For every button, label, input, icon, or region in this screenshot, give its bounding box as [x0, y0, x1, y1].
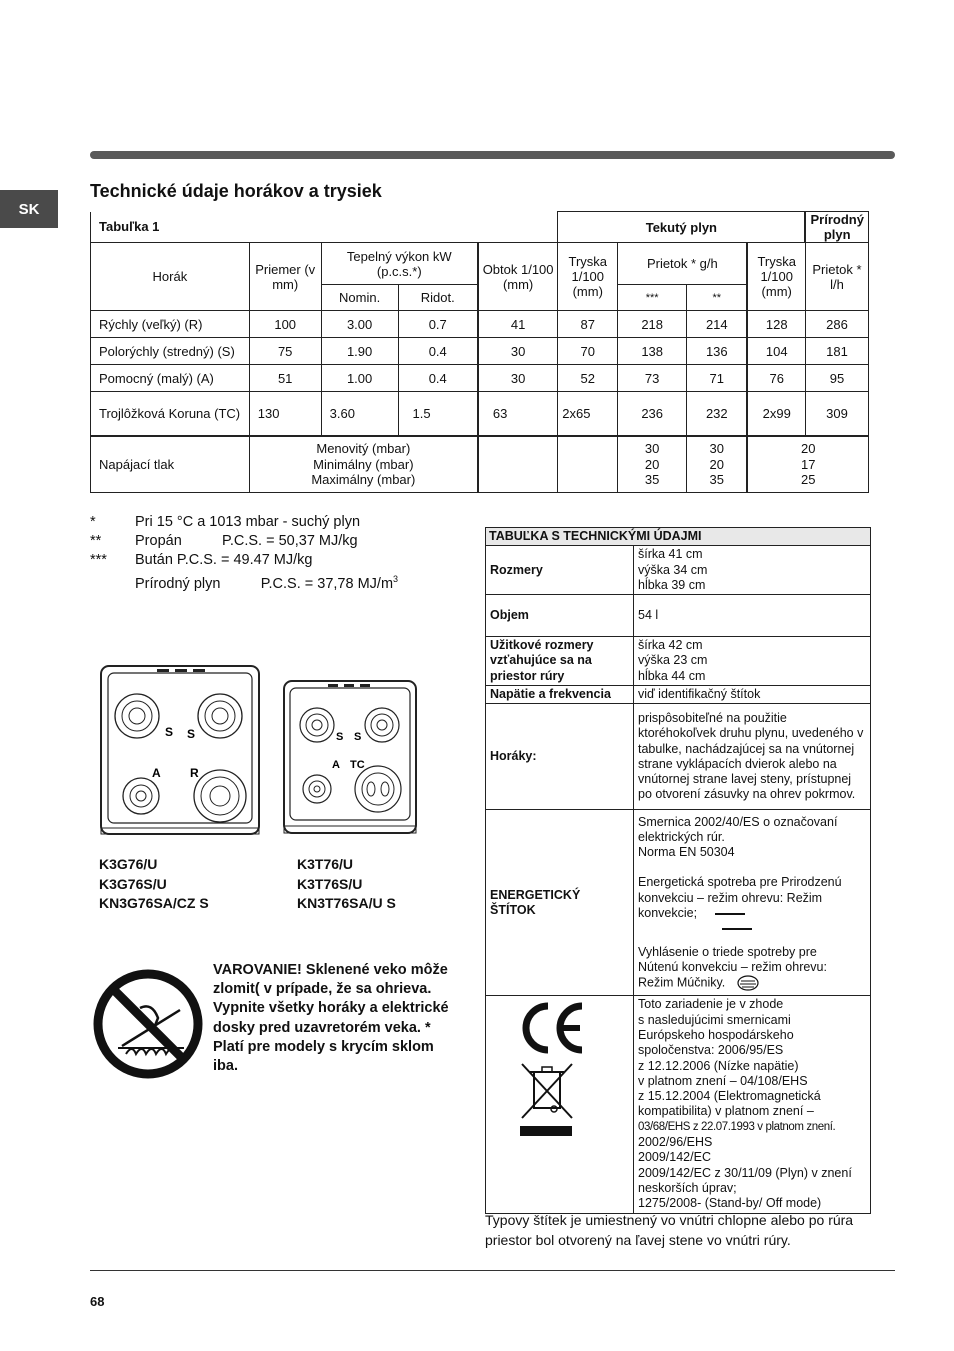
footnotes: * Pri 15 °C a 1013 mbar - suchý plyn ** Propán P.C.S. = 50,37 MJ/kg *** Bután P.C.S. = 49.47 MJ/kg Prírodný plyn P.C.S. = 37,78 $MJ/m^3$	[90, 514, 399, 592]
svg-text:A: A	[332, 759, 340, 771]
header-flow-butane: ***	[618, 285, 687, 311]
svg-text:S: S	[354, 731, 362, 743]
header-bypass: Obtok 1/100 (mm)	[478, 243, 558, 311]
tech-data-table: TABUĽKA S TECHNICKÝMI ÚDAJMI Rozmery šírka 41 cm výška 34 cm hĺbka 39 cm Objem 54 l Užitkové rozmery vzťahujúce sa na priestor rúry šírka 42 cm výška 23 cm hĺbka 44 cm Napätie a frekvencia viď identifikačný štítok Horáky: prispôsobiteľné na použitie ktoréhokoľvek druhu plynu, uvedeného v tabulke, nachádzajúcej sa na vnútornej strane vyklápacích dvierok alebo na vnútornej strane lavej steny, prístupnej po otvorení zásuvky na ohrev pokrmov. ENERGETICKÝ ŠTÍTOK Smernica 2002/40/ES o označovaní elektrických rúr. Norma EN 50304 Energetická spotreba pre Prirodzenú konvekciu – režim ohrevu: Režim konvekcie; Vyhlásenie o triede spotreby pre Nútenú konvekciu – režim ohrevu: Režim Múčniky. Toto zariadenie je v zhode s nasledujúcimi smernicami Európskeho hospodárskeho spoločenstva: 2006/95/ES z 12.12.2006 (Nízke napätie) v platnom znení – 04/108/EHS z 15.12.2004 (Elektromagnetická kompatibilita) v platnom znení – 03/68/EHS z 22.07.1993 v platnom znení. 2002/96/EHS 2009/142/EC 2009/142/EC z 30/11/09 (Plyn) v znení neskorších úprav; 1275/2008- (Stand-by/ Off mode)	[485, 527, 871, 1214]
burner-s-left	[115, 694, 159, 738]
burner-tc	[355, 766, 401, 812]
warning-text: VAROVANIE! Sklenené veko môže zlomit( v prípade, že sa ohrieva. Vypnite všetky horáky a elektrické dosky pred uzavretorém veka. * Platí pre modely s krycím sklom iba.	[213, 962, 449, 1075]
group-natural-gas: Prírodný plyn	[805, 212, 868, 243]
burner-s-left	[300, 708, 334, 742]
no-heat-lid-warning-icon	[92, 968, 204, 1080]
header-nominal: Nomin.	[321, 285, 398, 311]
page-number: 68	[90, 1294, 105, 1309]
header-burner: Horák	[91, 243, 250, 311]
burner-a	[123, 778, 159, 814]
header-reduced: Ridot.	[398, 285, 478, 311]
burner-a	[303, 775, 331, 803]
energy-class-line-icon	[715, 913, 745, 915]
header-diameter: Priemer (v mm)	[249, 243, 321, 311]
table-label: Tabuľka 1	[91, 212, 558, 243]
pressure-row: Napájací tlak Menovitý (mbar) Minimálny (mbar) Maximálny (mbar) 30 20 35 30 20 35 20 17 25	[91, 436, 869, 493]
hob-diagram-tc	[282, 679, 418, 835]
top-rule	[90, 151, 895, 159]
bottom-rule	[90, 1270, 895, 1271]
weee-bin-icon	[518, 1062, 578, 1140]
tech-table-header: TABUĽKA S TECHNICKÝMI ÚDAJMI	[486, 528, 871, 546]
svg-text:S: S	[187, 727, 196, 741]
table-row: Pomocný (malý) (A) 51 1.00 0.4 30 52 73 71 76 95	[91, 365, 869, 392]
burner-table	[90, 211, 869, 493]
header-nozzle: Tryska 1/100 (mm)	[558, 243, 618, 311]
svg-text:R: R	[190, 766, 199, 780]
model-list-right: K3T76/U K3T76S/U KN3T76SA/U S	[297, 856, 396, 911]
model-list-left: K3G76/U K3G76S/U KN3G76SA/CZ S	[99, 856, 209, 911]
header-thermal: Tepelný výkon kW (p.c.s.*)	[321, 243, 478, 285]
page-title: Technické údaje horákov a trysiek	[90, 181, 382, 201]
burner-s-right	[365, 708, 399, 742]
table-row: Trojlôžková Koruna (TC) 130 3.60 1.5 63 2x65 236 232 2x99 309	[91, 392, 869, 436]
ce-mark-icon	[518, 1000, 588, 1056]
svg-text:S: S	[336, 731, 344, 743]
header-flow-propane: **	[687, 285, 748, 311]
table-row: Polorýchly (stredný) (S) 75 1.90 0.4 30 70 138 136 104 181	[91, 338, 869, 365]
table-row: Rýchly (veľký) (R) 100 3.00 0.7 41 87 218 214 128 286	[91, 311, 869, 338]
hob-diagram-4-burner	[99, 664, 261, 836]
svg-text:TC: TC	[350, 759, 365, 771]
header-flow-lh: Prietok * l/h	[805, 243, 868, 311]
group-liquid-gas: Tekutý plyn	[558, 212, 806, 243]
burner-r	[194, 770, 246, 822]
rating-plate-caption: Typovy štítek je umiestnený vo vnútri chlopne alebo po rúra priestor bol otvorený na ľavej stene vo vnútri rúry.	[485, 1212, 854, 1248]
header-flow-gh: Prietok * g/h	[618, 243, 748, 285]
pastry-mode-icon	[737, 975, 759, 991]
burner-s-right	[198, 694, 242, 738]
header-nozzle-natural: Tryska 1/100 (mm)	[747, 243, 805, 311]
energy-class-line-icon	[722, 928, 752, 930]
language-tab: SK	[0, 190, 58, 228]
svg-text:S: S	[165, 725, 174, 739]
svg-text:A: A	[152, 766, 161, 780]
